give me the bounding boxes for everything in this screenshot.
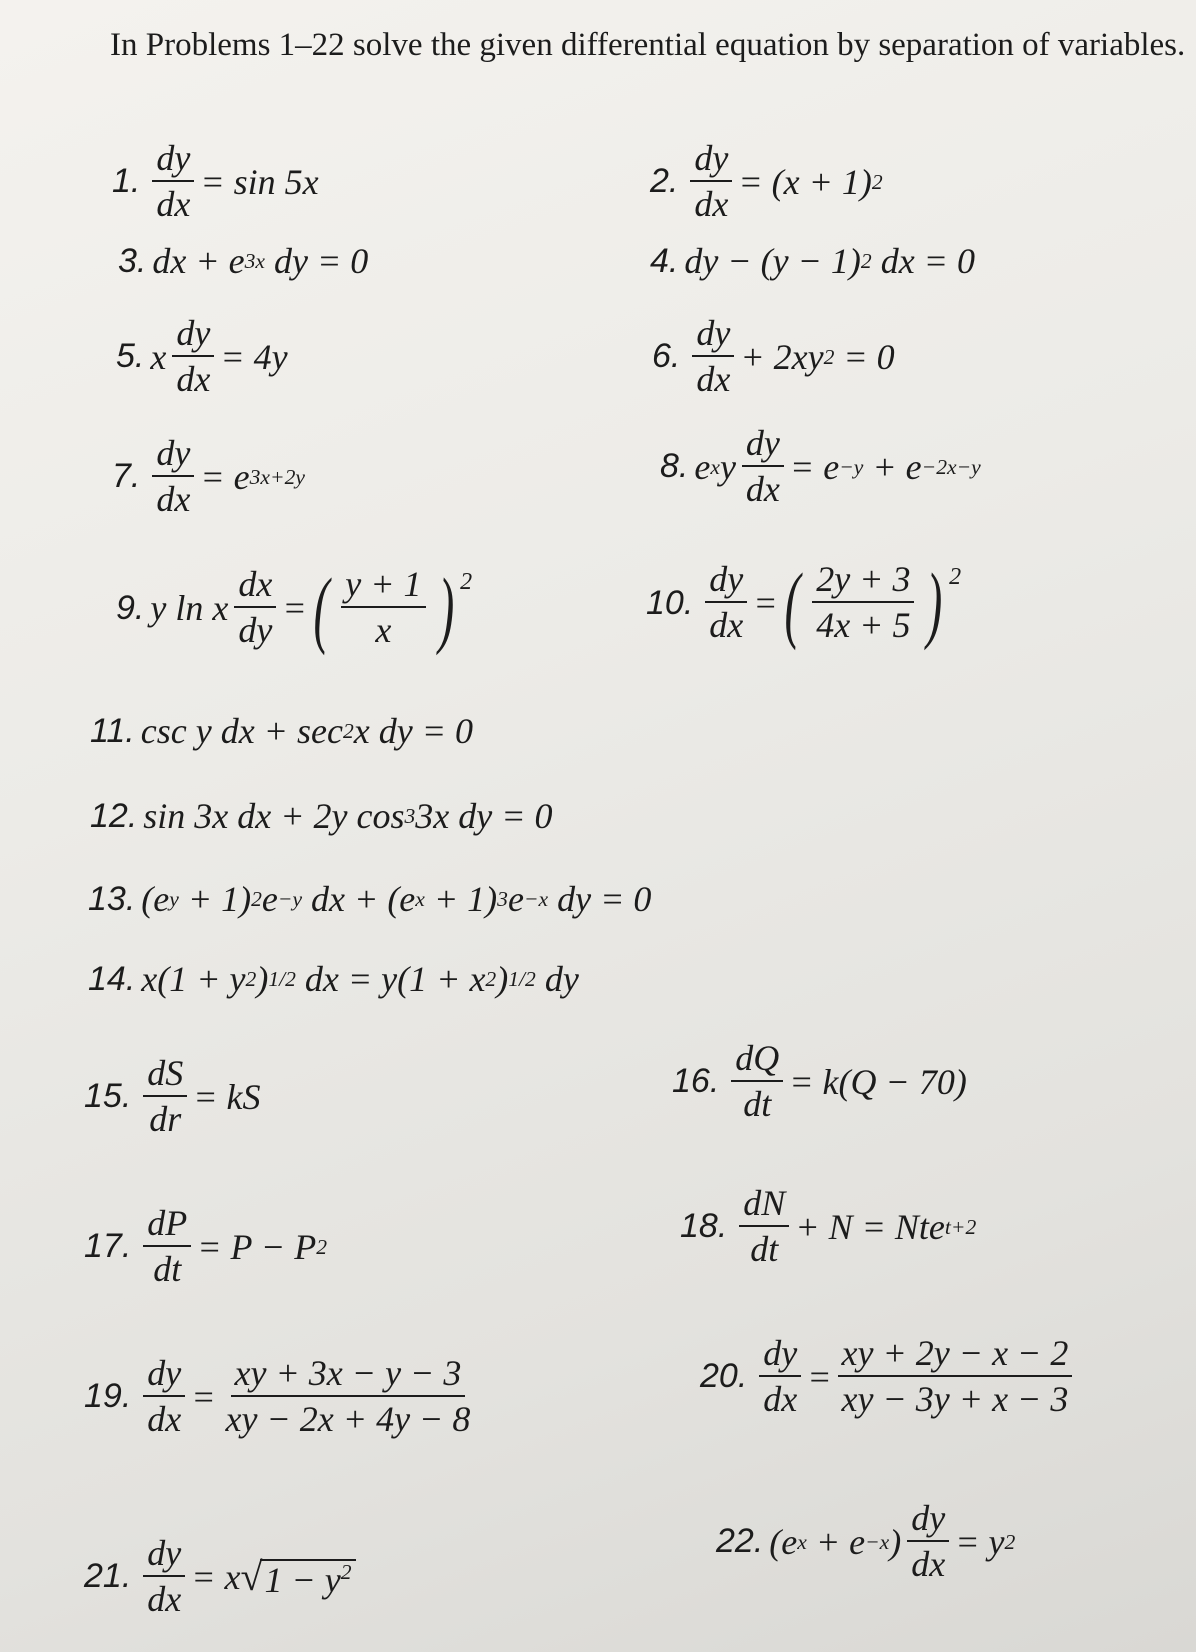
problem-number: 8. (660, 447, 689, 486)
problem-number: 21. (84, 1557, 132, 1596)
derivative-fraction: $\frac{dy}{dx}$ (152, 435, 194, 519)
derivative-fraction: $\frac{dQ}{dt}$ (731, 1040, 783, 1124)
problem-19: 19. $\frac{dy}{dx}$ = $\frac{xy + 3x - y - 3}{xy - 2x + 4y - 8}$ (84, 1355, 480, 1439)
problem-16: 16. $\frac{dQ}{dt}$ = k(Q − 70) (672, 1038, 967, 1124)
problem-7: 7. $\frac{dy}{dx}$ = e 3x+2y (112, 433, 305, 519)
derivative-fraction: $\frac{dN}{dt}$ (739, 1185, 789, 1269)
rational-fraction: $\frac{xy + 3x - y - 3}{xy - 2x + 4y - 8}$ (225, 1353, 471, 1439)
problem-number: 9. (116, 588, 145, 627)
derivative-fraction: $\frac{dy}{dx}$ (143, 1355, 185, 1439)
problem-9: 9. y ln x $\frac{dx}{dy}$ = ( $\frac{y + 1}{x}$ ) 2 (116, 560, 473, 656)
problem-14: 14. x(1 + y 2 ) 1/2 dx = y(1 + x 2 ) 1/2 dy (88, 959, 579, 999)
derivative-fraction: $\frac{dP}{dt}$ (143, 1205, 191, 1289)
rational-fraction: $\frac{xy + 2y - x - 2}{xy - 3y + x - 3}$ (838, 1335, 1073, 1419)
problem-8: 8. e x y $\frac{dy}{dx}$ = e −y + e −2x−y (660, 423, 981, 509)
problem-15: 15. $\frac{dS}{dr}$ = kS (84, 1053, 261, 1139)
problem-number: 14. (88, 959, 136, 998)
problem-number: 1. (112, 162, 141, 201)
problem-21: 21. $\frac{dy}{dx}$ = x √ $1 - y^2$ (84, 1535, 356, 1619)
derivative-fraction: $\frac{dy}{dx}$ (759, 1335, 801, 1419)
instructions-text: In Problems 1–22 solve the given differential equation by separation of variables. (110, 27, 1186, 63)
problem-number: 19. (84, 1377, 132, 1416)
problem-number: 7. (112, 457, 141, 496)
problem-3: 3. dx + e 3x dy = 0 (118, 241, 369, 281)
parenthesized-fraction: ( $\frac{2y + 3}{4x + 5}$ ) 2 (783, 555, 962, 651)
problem-number: 12. (90, 796, 138, 835)
problem-12: 12. sin 3x dx + 2y cos 3 3x dy = 0 (90, 796, 553, 836)
problem-number: 5. (116, 337, 145, 376)
problem-number: 15. (84, 1077, 132, 1116)
problem-number: 3. (118, 241, 147, 280)
problem-1 (112, 140, 319, 224)
derivative-fraction: $\frac{dy}{dx}$ (690, 140, 732, 224)
problem-number: 22. (716, 1522, 764, 1561)
problem-number: 6. (652, 337, 681, 376)
rhs: = sin 5x (200, 161, 319, 202)
parenthesized-fraction: ( $\frac{y + 1}{x}$ ) 2 (313, 560, 473, 656)
derivative-fraction: $\frac{dy}{dx}$ (705, 561, 747, 645)
problem-5: 5. x $\frac{dy}{dx}$ = 4y (116, 313, 288, 399)
problem-number: 17. (84, 1227, 132, 1266)
problem-number: 4. (650, 241, 679, 280)
problem-17: 17. $\frac{dP}{dt}$ = P − P 2 (84, 1203, 327, 1289)
derivative-fraction: $\frac{dy}{dx}$ (742, 425, 784, 509)
derivative-fraction: $\frac{dx}{dy}$ (234, 566, 276, 650)
problem-2: 2. $\frac{dy}{dx}$ = (x + 1) 2 (650, 138, 883, 224)
derivative-fraction: $\frac{dy}{dx}$ (692, 315, 734, 399)
problem-number: 20. (700, 1357, 748, 1396)
problem-4: 4. dy − (y − 1) 2 dx = 0 (650, 241, 975, 281)
problem-11: 11. csc y dx + sec 2 x dy = 0 (90, 711, 473, 751)
rhs: = (x + 1) (738, 161, 872, 202)
derivative-fraction: $\frac{dy}{dx}$ (172, 315, 214, 399)
problem-number: 2. (650, 162, 679, 201)
derivative-fraction: $\frac{dS}{dr}$ (143, 1055, 187, 1139)
derivative-fraction: $\frac{dy}{dx}$ (907, 1500, 949, 1584)
derivative-fraction: $\frac{dy}{dx}$ (143, 1535, 185, 1619)
problem-10: 10. $\frac{dy}{dx}$ = ( $\frac{2y + 3}{4x + 5}$ ) 2 (646, 555, 962, 651)
problem-number: 16. (672, 1062, 720, 1101)
problem-number: 13. (88, 879, 136, 918)
problem-13: 13. (e y + 1) 2 e −y dx + (e x + 1) 3 e −x dy = 0 (88, 879, 652, 919)
derivative-fraction: $\frac{dy}{dx}$ (152, 140, 194, 224)
problem-22: 22. (e x + e −x ) $\frac{dy}{dx}$ = y 2 (716, 1498, 1016, 1584)
problem-18: 18. $\frac{dN}{dt}$ + N = Nte t+2 (680, 1183, 977, 1269)
problem-number: 11. (90, 711, 135, 750)
square-root: √ $1 - y^2$ (241, 1553, 356, 1600)
problem-6: 6. $\frac{dy}{dx}$ + 2xy 2 = 0 (652, 313, 895, 399)
problem-20: 20. $\frac{dy}{dx}$ = $\frac{xy + 2y - x - 2}{xy - 3y + x - 3}$ (700, 1335, 1078, 1419)
problem-number: 18. (680, 1207, 728, 1246)
problem-number: 10. (646, 583, 694, 622)
